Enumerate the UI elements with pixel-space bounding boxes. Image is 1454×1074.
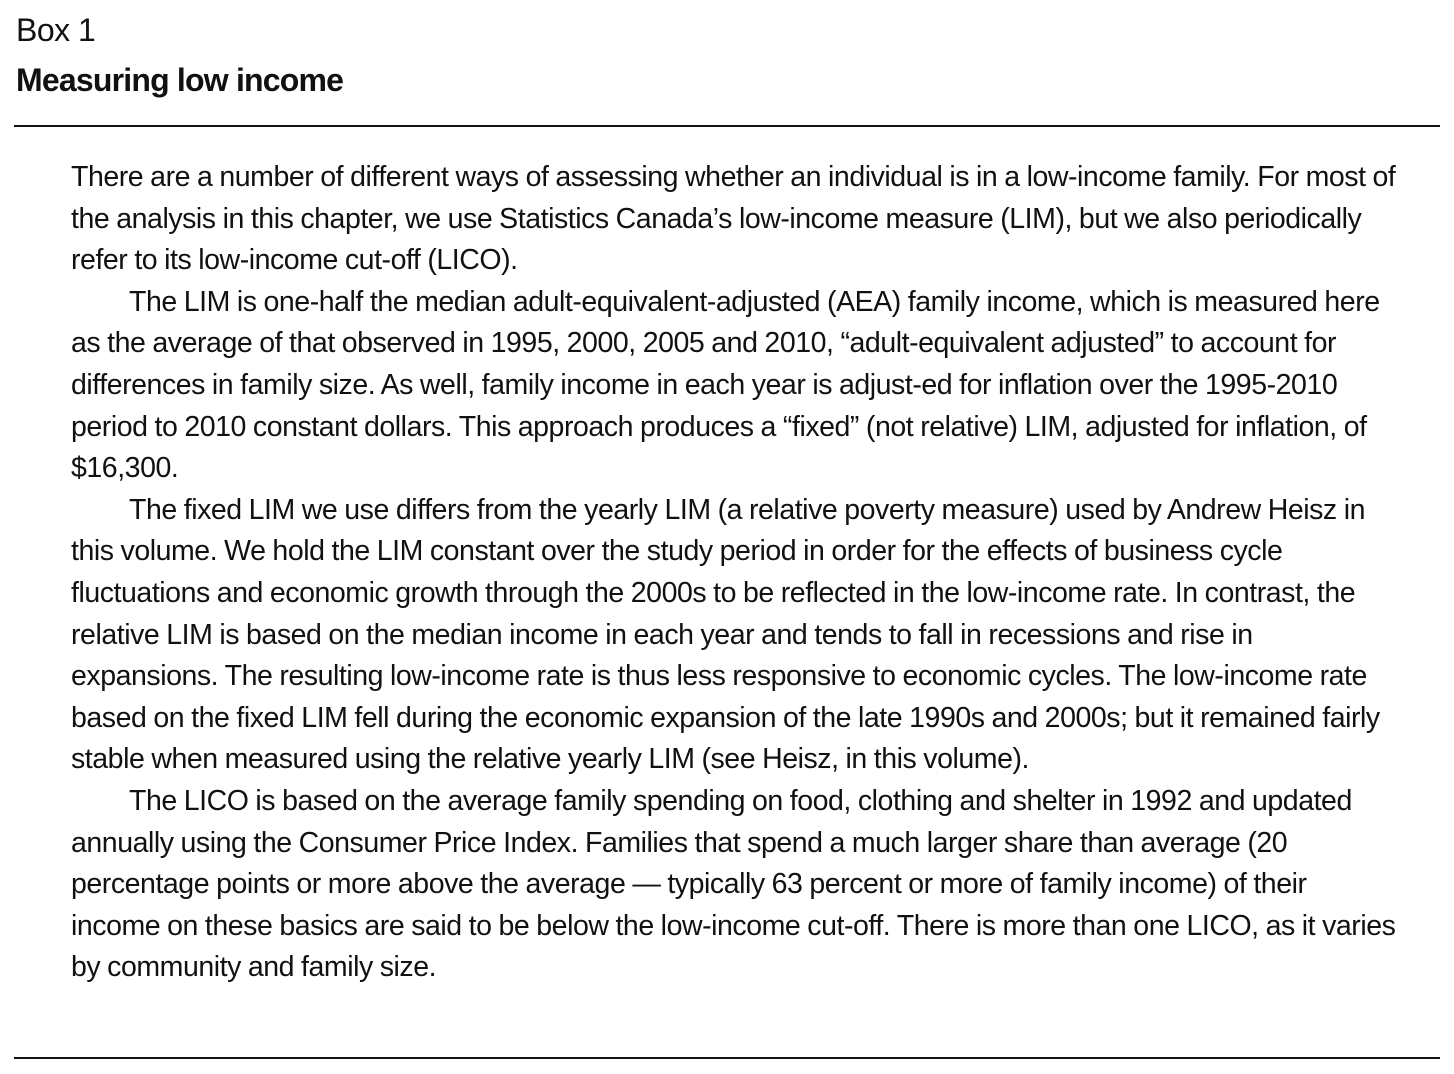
paragraph-lim-definition: The LIM is one-half the median adult-equivalent-adjusted (AEA) family income, which is measured here as the average of that observed in 1995, 2000, 2005 and 2010, “adult-equivalent adjusted” to account for differences in family size. As well, family income in each year is adjust-ed for inflation over the 1995-2010 period to 2010 constant dollars. This approach produces a “fixed” (not relative) LIM, adjusted for inflation, of $16,300. [71, 285, 1380, 485]
bottom-divider [14, 1057, 1440, 1059]
top-divider [14, 125, 1440, 127]
box-label: Box 1 [16, 12, 96, 48]
box-title: Measuring low income [16, 62, 344, 98]
box-body [71, 157, 1401, 989]
paragraph-lico-definition: The LICO is based on the average family spending on food, clothing and shelter in 1992 and updated annually using the Consumer Price Index. Families that spend a much larger share than average (20 percentage points or more above the average — typically 63 percent or more of family income) of their income on these basics are said to be below the low-income cut-off. There is more than one LICO, as it varies by community and family size. [71, 784, 1396, 984]
paragraph-intro: There are a number of different ways of assessing whether an individual is in a low-income family. For most of the analysis in this chapter, we use Statistics Canada’s low-income measure (LIM), but we also periodically refer to its low-income cut-off (LICO). [71, 161, 1396, 277]
paragraph-fixed-vs-relative-lim: The fixed LIM we use differs from the yearly LIM (a relative poverty measure) used by Andrew Heisz in this volume. We hold the LIM constant over the study period in order for the effects of business cycle fluctuations and economic growth through the 2000s to be reflected in the low-income rate. In contrast, the relative LIM is based on the median income in each year and tends to fall in recessions and rise in expansions. The resulting low-income rate is thus less responsive to economic cycles. The low-income rate based on the fixed LIM fell during the economic expansion of the late 1990s and 2000s; but it remained fairly stable when measured using the relative yearly LIM (see Heisz, in this volume). [71, 493, 1380, 776]
